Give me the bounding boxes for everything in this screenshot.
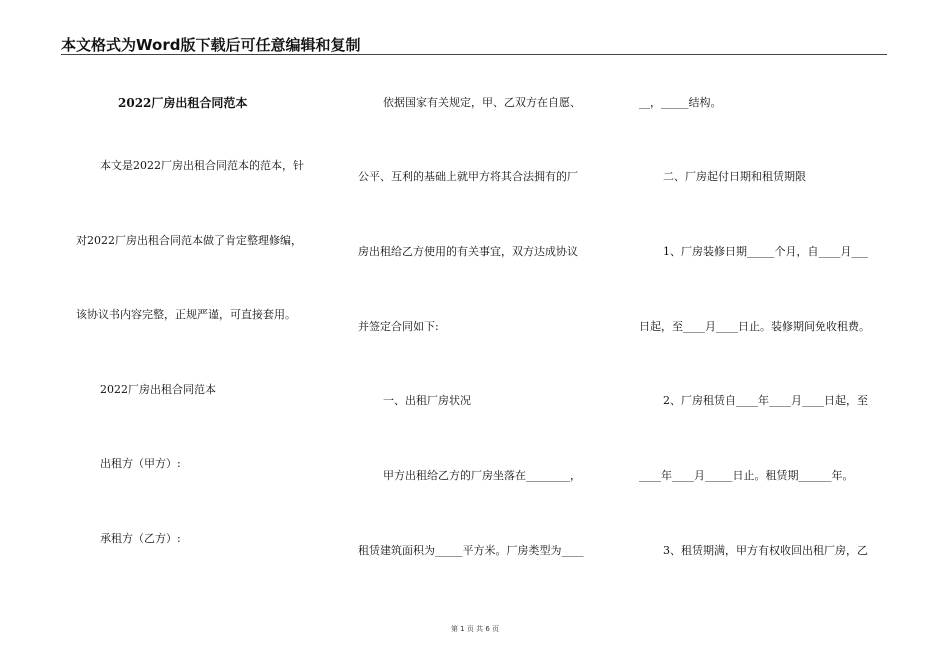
page-number: 第 1 页 共 6 页 xyxy=(450,625,500,633)
right-paragraph-line: __，_____结构。 xyxy=(639,96,722,109)
header-divider xyxy=(61,54,887,55)
left-paragraph-line: 本文是2022厂房出租合同范本的范本，针 xyxy=(100,159,304,172)
section-heading: 2022厂房出租合同范本 xyxy=(100,383,216,396)
left-paragraph-line: 该协议书内容完整，正规严谨，可直接套用。 xyxy=(76,308,296,321)
clause-heading: 二、厂房起付日期和租赁期限 xyxy=(663,170,806,183)
lessor-label: 出租方（甲方）: xyxy=(100,457,181,470)
document-title: 2022厂房出租合同范本 xyxy=(118,96,248,110)
right-paragraph-line: 2、厂房租赁自____年____月____日起，至 xyxy=(663,394,868,407)
right-paragraph-line: 日起，至____月____日止。装修期间免收租费。 xyxy=(639,320,870,333)
left-paragraph-line: 对2022厂房出租合同范本做了肯定整理修编， xyxy=(76,234,302,247)
right-paragraph-line: 1、厂房装修日期_____个月，自____月___ xyxy=(663,245,868,258)
clause-heading: 一、出租厂房状况 xyxy=(383,394,471,407)
middle-paragraph-line: 租赁建筑面积为_____平方米。厂房类型为____ xyxy=(358,544,584,557)
lessee-label: 承租方（乙方）: xyxy=(100,532,181,545)
middle-paragraph-line: 并签定合同如下: xyxy=(358,320,439,333)
middle-paragraph-line: 公平、互利的基础上就甲方将其合法拥有的厂 xyxy=(358,170,578,183)
middle-paragraph-line: 依据国家有关规定，甲、乙双方在自愿、 xyxy=(383,96,581,109)
middle-paragraph-line: 甲方出租给乙方的厂房坐落在________， xyxy=(383,469,581,482)
right-paragraph-line: ____年____月_____日止。租赁期______年。 xyxy=(639,469,854,482)
middle-paragraph-line: 房出租给乙方使用的有关事宜，双方达成协议 xyxy=(358,245,578,258)
right-paragraph-line: 3、租赁期满，甲方有权收回出租厂房，乙 xyxy=(663,544,868,557)
document-header-banner: 本文格式为Word版下载后可任意编辑和复制 xyxy=(61,36,361,54)
